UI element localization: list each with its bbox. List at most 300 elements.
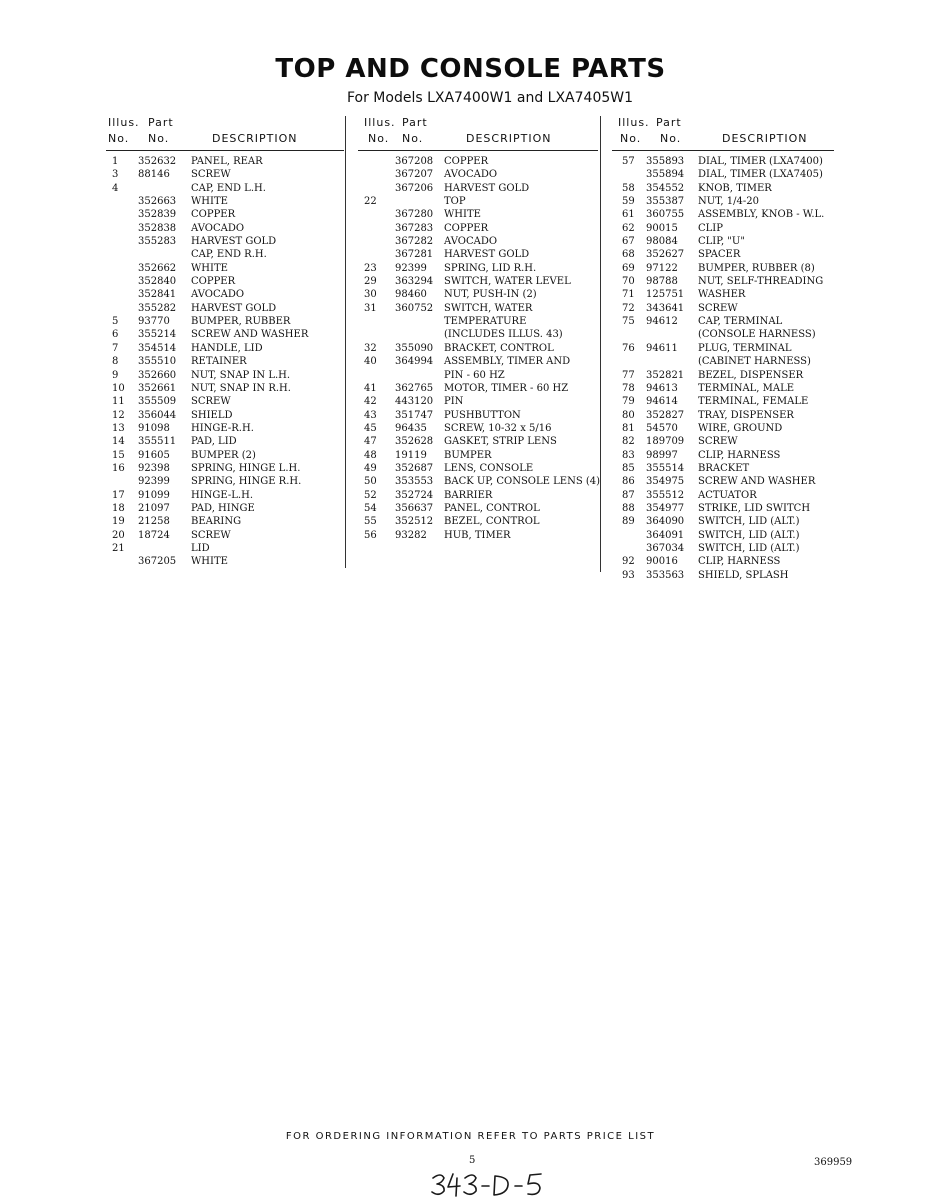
part-number: 355510 [138, 356, 177, 368]
part-number: 352632 [138, 156, 177, 167]
part-number: 355387 [646, 196, 685, 208]
parts-row [106, 515, 344, 528]
parts-row [612, 155, 834, 168]
illus-number: 57 [622, 156, 635, 167]
parts-column-1 [106, 116, 344, 569]
parts-row [358, 248, 598, 261]
parts-row [358, 355, 598, 368]
illus-number: 89 [622, 516, 635, 528]
part-description: COPPER [444, 156, 489, 167]
illus-number: 18 [112, 502, 125, 514]
part-description: SWITCH, WATER LEVEL [444, 276, 571, 288]
part-description: COPPER [191, 276, 236, 288]
illus-number: 77 [622, 369, 635, 381]
parts-row [358, 395, 598, 408]
part-number: 354552 [646, 182, 685, 194]
illus-number: 86 [622, 476, 635, 488]
illus-number: 40 [364, 356, 377, 368]
column-divider [600, 116, 601, 572]
illus-number: 4 [112, 182, 119, 194]
parts-row [106, 275, 344, 288]
part-number: 367208 [395, 156, 434, 167]
illus-number: 59 [622, 196, 635, 208]
parts-row [106, 435, 344, 448]
part-description: PIN [444, 396, 464, 408]
part-description: SCREW [191, 396, 231, 408]
part-number: 90016 [646, 556, 678, 568]
illus-number: 3 [112, 169, 119, 181]
part-description: BEZEL, DISPENSER [698, 369, 804, 381]
parts-row [358, 489, 598, 502]
part-description: SHIELD [191, 409, 233, 421]
part-description: SPRING, HINGE R.H. [191, 476, 302, 488]
parts-row [612, 395, 834, 408]
part-number: 352841 [138, 289, 177, 301]
part-description: NUT, SNAP IN L.H. [191, 369, 291, 381]
illus-number: 32 [364, 342, 377, 354]
part-number: 98997 [646, 449, 678, 461]
parts-row [612, 355, 834, 368]
illus-number: 14 [112, 436, 125, 448]
part-number: 92399 [395, 262, 427, 274]
parts-rows [358, 155, 601, 542]
illus-number: 76 [622, 342, 635, 354]
page-subtitle: For Models LXA7400W1 and LXA7405W1 [346, 90, 634, 106]
header-description: DESCRIPTION [212, 132, 298, 145]
parts-row [358, 302, 598, 315]
part-description: (INCLUDES ILLUS. 43) [444, 329, 563, 341]
illus-number: 16 [112, 462, 125, 474]
parts-row [106, 182, 344, 195]
part-description: WHITE [444, 209, 481, 221]
ordering-note: FOR ORDERING INFORMATION REFER TO PARTS PRICE LIST [285, 1131, 656, 1142]
part-description: SWITCH, LID (ALT.) [698, 542, 800, 554]
illus-number: 62 [622, 222, 635, 234]
parts-row [106, 462, 344, 475]
part-number: 54570 [646, 422, 678, 434]
part-description: AVOCADO [444, 236, 498, 248]
illus-number: 22 [364, 196, 377, 208]
parts-row [612, 235, 834, 248]
parts-row [106, 155, 344, 168]
illus-number: 12 [112, 409, 125, 421]
parts-row [612, 195, 834, 208]
illus-number: 87 [622, 489, 635, 501]
part-number: 364994 [395, 356, 434, 368]
part-description: SHIELD, SPLASH [698, 569, 789, 581]
part-number: 352724 [395, 489, 434, 501]
part-description: NUT, SELF-THREADING [698, 276, 824, 288]
parts-row [612, 208, 834, 221]
header-part: Part [148, 116, 174, 129]
header-illus-no: No. [620, 132, 642, 145]
parts-row [106, 248, 344, 261]
column-header [358, 116, 598, 151]
part-number: 98788 [646, 276, 678, 288]
part-description: KNOB, TIMER [698, 182, 772, 194]
part-number: 91099 [138, 489, 170, 501]
part-number: 352661 [138, 382, 177, 394]
part-description: SCREW [191, 169, 231, 181]
illus-number: 45 [364, 422, 377, 434]
parts-row [612, 369, 834, 382]
part-number: 364091 [646, 529, 685, 541]
part-description: SPRING, HINGE L.H. [191, 462, 301, 474]
illus-number: 83 [622, 449, 635, 461]
illus-number: 30 [364, 289, 377, 301]
part-number: 352827 [646, 409, 685, 421]
part-number: 92398 [138, 462, 170, 474]
part-description: PANEL, REAR [191, 156, 263, 167]
part-number: 354977 [646, 502, 685, 514]
part-number: 94612 [646, 316, 678, 328]
illus-number: 15 [112, 449, 125, 461]
part-number: 351747 [395, 409, 434, 421]
illus-number: 88 [622, 502, 635, 514]
part-number: 92399 [138, 476, 170, 488]
part-number: 18724 [138, 529, 170, 541]
part-number: 367280 [395, 209, 434, 221]
part-description: ACTUATOR [698, 489, 757, 501]
illus-number: 48 [364, 449, 377, 461]
illus-number: 1 [112, 156, 119, 167]
illus-number: 8 [112, 356, 119, 368]
part-description: SCREW, 10-32 x 5/16 [444, 422, 552, 434]
parts-column-2 [358, 116, 601, 542]
header-illus-no: No. [368, 132, 390, 145]
illus-number: 92 [622, 556, 635, 568]
parts-row [612, 275, 834, 288]
part-description: BEZEL, CONTROL [444, 516, 540, 528]
header-part-no: No. [402, 132, 424, 145]
parts-row [612, 462, 834, 475]
illus-number: 19 [112, 516, 125, 528]
part-description: WASHER [698, 289, 746, 301]
illus-number: 81 [622, 422, 635, 434]
part-number: 355894 [646, 169, 685, 181]
parts-row [612, 542, 834, 555]
part-description: HANDLE, LID [191, 342, 263, 354]
part-number: 367034 [646, 542, 685, 554]
parts-row [612, 342, 834, 355]
part-number: 94614 [646, 396, 678, 408]
illus-number: 5 [112, 316, 119, 328]
part-description: CLIP, HARNESS [698, 449, 781, 461]
illus-number: 41 [364, 382, 377, 394]
header-part: Part [402, 116, 428, 129]
part-number: 443120 [395, 396, 434, 408]
parts-row [612, 302, 834, 315]
illus-number: 72 [622, 302, 635, 314]
part-description: BARRIER [444, 489, 493, 501]
part-description: SWITCH, WATER [444, 302, 533, 314]
parts-row [106, 409, 344, 422]
parts-row [106, 475, 344, 488]
parts-row [358, 462, 598, 475]
part-number: 354514 [138, 342, 177, 354]
parts-row [358, 502, 598, 515]
parts-row [106, 422, 344, 435]
parts-row [358, 422, 598, 435]
part-description: PAD, LID [191, 436, 237, 448]
parts-row [612, 555, 834, 568]
part-number: 90015 [646, 222, 678, 234]
illus-number: 56 [364, 529, 377, 541]
parts-row [612, 182, 834, 195]
illus-number: 50 [364, 476, 377, 488]
part-number: 362765 [395, 382, 434, 394]
part-description: NUT, SNAP IN R.H. [191, 382, 291, 394]
part-description: HINGE-L.H. [191, 489, 253, 501]
illus-number: 29 [364, 276, 377, 288]
parts-rows [106, 155, 344, 569]
part-description: HUB, TIMER [444, 529, 511, 541]
parts-row [106, 208, 344, 221]
illus-number: 85 [622, 462, 635, 474]
part-number: 367207 [395, 169, 434, 181]
part-description: CAP, END L.H. [191, 182, 266, 194]
illus-number: 80 [622, 409, 635, 421]
parts-row [612, 248, 834, 261]
header-part-no: No. [148, 132, 170, 145]
part-description: DIAL, TIMER (LXA7405) [698, 169, 823, 181]
part-description: GASKET, STRIP LENS [444, 436, 557, 448]
part-description: SCREW [698, 302, 738, 314]
parts-row [106, 555, 344, 568]
illus-number: 10 [112, 382, 125, 394]
part-number: 364090 [646, 516, 685, 528]
part-number: 354975 [646, 476, 685, 488]
part-number: 367205 [138, 556, 177, 568]
part-description: STRIKE, LID SWITCH [698, 502, 811, 514]
illus-number: 13 [112, 422, 125, 434]
illus-number: 79 [622, 396, 635, 408]
parts-row [358, 382, 598, 395]
part-number: 353563 [646, 569, 685, 581]
parts-row [106, 328, 344, 341]
part-number: 352628 [395, 436, 434, 448]
illus-number: 69 [622, 262, 635, 274]
illus-number: 58 [622, 182, 635, 194]
parts-row [358, 208, 598, 221]
parts-row [358, 449, 598, 462]
parts-row [358, 222, 598, 235]
parts-row [612, 489, 834, 502]
part-description: AVOCADO [191, 289, 245, 301]
parts-row [106, 222, 344, 235]
part-description: LID [191, 542, 210, 554]
parts-row [612, 569, 834, 582]
parts-row [612, 382, 834, 395]
illus-number: 71 [622, 289, 635, 301]
part-description: BUMPER, RUBBER (8) [698, 262, 815, 274]
illus-number: 47 [364, 436, 377, 448]
parts-row [358, 475, 601, 488]
part-number: 352662 [138, 262, 177, 274]
part-number: 352838 [138, 222, 177, 234]
part-description: CLIP [698, 222, 723, 234]
illus-number: 42 [364, 396, 377, 408]
part-number: 21097 [138, 502, 170, 514]
header-description: DESCRIPTION [466, 132, 552, 145]
parts-row [358, 288, 598, 301]
part-number: 367281 [395, 249, 434, 261]
part-number: 360752 [395, 302, 434, 314]
illus-number: 55 [364, 516, 377, 528]
illus-number: 21 [112, 542, 125, 554]
parts-row [612, 288, 834, 301]
part-number: 98084 [646, 236, 678, 248]
part-description: NUT, PUSH-IN (2) [444, 289, 537, 301]
part-description: CAP, TERMINAL [698, 316, 783, 328]
part-description: WHITE [191, 196, 228, 208]
parts-row [612, 328, 834, 341]
handwritten-annotation [429, 1170, 553, 1198]
part-description: TERMINAL, MALE [698, 382, 795, 394]
part-number: 367282 [395, 236, 434, 248]
part-number: 367206 [395, 182, 434, 194]
parts-row [106, 529, 344, 542]
part-description: CAP, END R.H. [191, 249, 267, 261]
part-number: 189709 [646, 436, 685, 448]
parts-row [106, 342, 344, 355]
illus-number: 49 [364, 462, 377, 474]
part-number: 355214 [138, 329, 177, 341]
parts-row [106, 315, 344, 328]
page-number: 5 [469, 1155, 476, 1166]
illus-number: 9 [112, 369, 119, 381]
part-description: SCREW [191, 529, 231, 541]
part-number: 125751 [646, 289, 685, 301]
document-number: 369959 [814, 1157, 853, 1168]
part-number: 352821 [646, 369, 685, 381]
part-description: SWITCH, LID (ALT.) [698, 529, 800, 541]
parts-row [612, 422, 834, 435]
part-description: BRACKET, CONTROL [444, 342, 554, 354]
illus-number: 6 [112, 329, 119, 341]
part-number: 98460 [395, 289, 427, 301]
part-description: ASSEMBLY, TIMER AND [444, 356, 571, 368]
illus-number: 70 [622, 276, 635, 288]
illus-number: 75 [622, 316, 635, 328]
part-description: TEMPERATURE [444, 316, 527, 328]
illus-number: 93 [622, 569, 635, 581]
illus-number: 43 [364, 409, 377, 421]
part-description: WHITE [191, 556, 228, 568]
parts-row [612, 409, 834, 422]
parts-column-3 [612, 116, 834, 582]
part-description: (CABINET HARNESS) [698, 356, 811, 368]
part-description: SPACER [698, 249, 741, 261]
parts-row [612, 475, 834, 488]
parts-row [106, 449, 344, 462]
part-description: BRACKET [698, 462, 750, 474]
part-description: (CONSOLE HARNESS) [698, 329, 816, 341]
parts-row [612, 262, 834, 275]
part-description: BUMPER [444, 449, 492, 461]
part-description: AVOCADO [444, 169, 498, 181]
part-description: SCREW AND WASHER [191, 329, 309, 341]
parts-row [612, 222, 834, 235]
illus-number: 61 [622, 209, 635, 221]
part-description: SWITCH, LID (ALT.) [698, 516, 800, 528]
part-description: BUMPER, RUBBER [191, 316, 291, 328]
part-description: LENS, CONSOLE [444, 462, 534, 474]
parts-row [612, 449, 834, 462]
part-description: HARVEST GOLD [444, 249, 530, 261]
illus-number: 31 [364, 302, 377, 314]
column-divider [345, 116, 346, 568]
illus-number: 23 [364, 262, 377, 274]
parts-row [106, 502, 344, 515]
part-description: PIN - 60 HZ [444, 369, 505, 381]
part-description: RETAINER [191, 356, 247, 368]
part-number: 355090 [395, 342, 434, 354]
part-description: DIAL, TIMER (LXA7400) [698, 156, 823, 167]
parts-row [106, 395, 344, 408]
parts-row [358, 328, 598, 341]
part-description: HARVEST GOLD [444, 182, 530, 194]
part-description: TERMINAL, FEMALE [698, 396, 809, 408]
parts-row [106, 168, 344, 181]
parts-row [358, 369, 598, 382]
illus-number: 78 [622, 382, 635, 394]
part-number: 19119 [395, 449, 427, 461]
parts-row [106, 235, 344, 248]
part-description: NUT, 1/4-20 [698, 196, 759, 208]
part-description: COPPER [444, 222, 489, 234]
part-description: CLIP, "U" [698, 236, 745, 248]
part-description: HARVEST GOLD [191, 302, 277, 314]
part-number: 363294 [395, 276, 434, 288]
part-number: 343641 [646, 302, 685, 314]
part-description: SCREW [698, 436, 738, 448]
part-number: 356044 [138, 409, 177, 421]
part-number: 352687 [395, 462, 434, 474]
parts-row [358, 515, 598, 528]
part-description: ASSEMBLY, KNOB - W.L. [698, 209, 825, 221]
part-number: 355282 [138, 302, 177, 314]
part-description: PUSHBUTTON [444, 409, 521, 421]
part-description: HARVEST GOLD [191, 236, 277, 248]
part-number: 96435 [395, 422, 427, 434]
part-number: 91605 [138, 449, 170, 461]
parts-row [358, 195, 598, 208]
part-description: BUMPER (2) [191, 449, 256, 461]
parts-row [358, 342, 598, 355]
part-number: 88146 [138, 169, 170, 181]
parts-row [358, 409, 598, 422]
part-description: PANEL, CONTROL [444, 502, 540, 514]
part-description: HINGE-R.H. [191, 422, 254, 434]
part-number: 355283 [138, 236, 177, 248]
header-part: Part [656, 116, 682, 129]
parts-row [106, 288, 344, 301]
part-number: 352660 [138, 369, 177, 381]
parts-row [106, 355, 344, 368]
illus-number: 54 [364, 502, 377, 514]
part-number: 352663 [138, 196, 177, 208]
parts-row [612, 529, 834, 542]
part-number: 356637 [395, 502, 434, 514]
parts-row [358, 235, 598, 248]
parts-row [612, 315, 834, 328]
part-description: WIRE, GROUND [698, 422, 783, 434]
part-number: 355514 [646, 462, 685, 474]
parts-row [106, 262, 344, 275]
part-description: PAD, HINGE [191, 502, 255, 514]
part-description: AVOCADO [191, 222, 245, 234]
